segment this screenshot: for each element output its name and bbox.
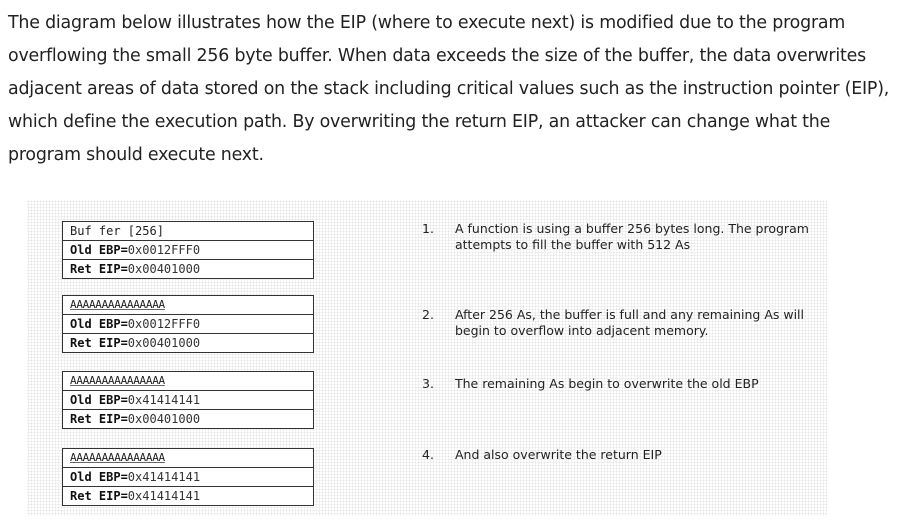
ret-eip-label: Ret EIP=	[70, 412, 128, 426]
old-ebp-label: Old EBP=	[70, 317, 128, 331]
old-ebp-cell	[63, 468, 313, 487]
old-ebp-value: 0x0012FFF0	[127, 317, 201, 331]
buffer-cell: AAAAAAAAAAAAAAA	[63, 449, 313, 468]
step-text: After 256 As, the buffer is full and any remaining As will begin to overflow into adjacent memory.	[455, 307, 805, 338]
step-number: 4.	[422, 447, 434, 462]
buffer-cell: Buf fer [256]	[63, 222, 313, 241]
stack-frame-3	[62, 371, 314, 429]
old-ebp-value: 0x41414141	[127, 470, 201, 484]
buffer-overflow-diagram	[27, 200, 827, 516]
ret-eip-cell	[63, 334, 313, 352]
step-text: The remaining As begin to overwrite the old EBP	[455, 376, 759, 391]
old-ebp-value: 0x0012FFF0	[127, 243, 201, 257]
step-number: 2.	[422, 307, 434, 322]
ret-eip-label: Ret EIP=	[70, 336, 128, 350]
ret-eip-value: 0x41414141	[127, 489, 201, 503]
old-ebp-cell	[63, 241, 313, 260]
old-ebp-label: Old EBP=	[70, 393, 128, 407]
ret-eip-value: 0x00401000	[127, 262, 201, 276]
buffer-cell: AAAAAAAAAAAAAAA	[63, 372, 313, 391]
step-number: 3.	[422, 376, 434, 391]
buffer-cell: AAAAAAAAAAAAAAA	[63, 296, 313, 315]
step-text: A function is using a buffer 256 bytes long. The program attempts to fill the buffer with 512 As	[455, 221, 809, 252]
ret-eip-value: 0x00401000	[127, 412, 201, 426]
stack-frame-2	[62, 295, 314, 353]
ret-eip-label: Ret EIP=	[70, 489, 128, 503]
old-ebp-label: Old EBP=	[70, 243, 128, 257]
old-ebp-value: 0x41414141	[127, 393, 201, 407]
ret-eip-label: Ret EIP=	[70, 262, 128, 276]
ret-eip-cell	[63, 410, 313, 428]
old-ebp-label: Old EBP=	[70, 470, 128, 484]
step-text: And also overwrite the return EIP	[455, 447, 662, 462]
step-number: 1.	[422, 221, 434, 236]
intro-paragraph: The diagram below illustrates how the EIP (where to execute next) is modified due to the program overflowing the small 256 byte buffer. When data exceeds the size of the buffer, the data overwrites adjacent areas of data stored on the stack including critical values such as the instruction pointer (EIP), which define the execution path. By overwriting the return EIP, an attacker can change what the program should execute next.	[8, 13, 890, 165]
ret-eip-cell	[63, 260, 313, 278]
stack-frame-1	[62, 221, 314, 279]
ret-eip-cell	[63, 487, 313, 505]
stack-frame-4	[62, 448, 314, 506]
old-ebp-cell	[63, 391, 313, 410]
old-ebp-cell	[63, 315, 313, 334]
ret-eip-value: 0x00401000	[127, 336, 201, 350]
